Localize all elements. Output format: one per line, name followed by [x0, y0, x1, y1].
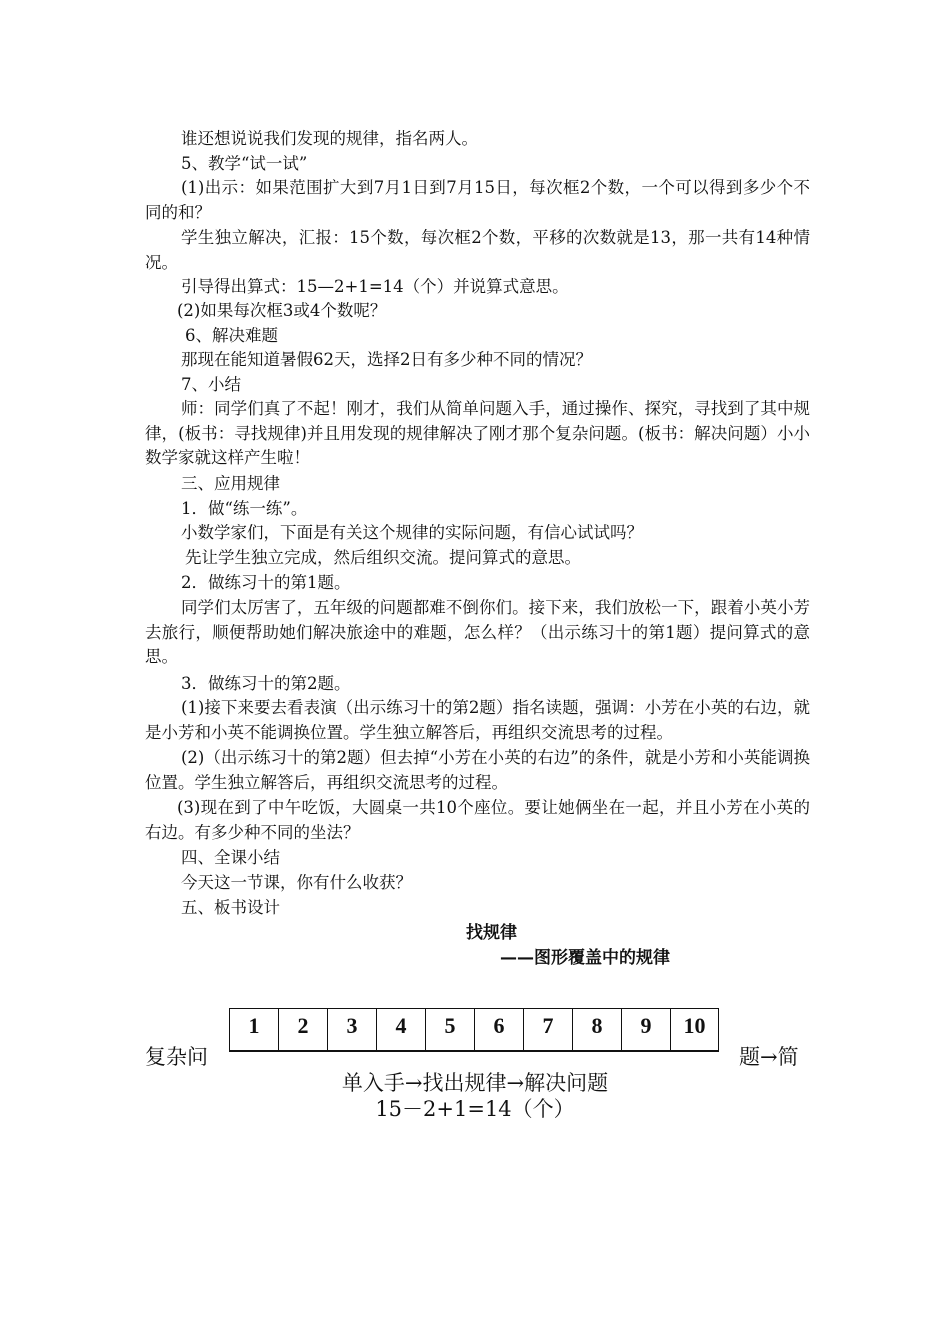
number-cell: 1: [229, 1009, 278, 1050]
section-heading: 五、板书设计: [181, 898, 280, 917]
paragraph: (2)（出示练习十的第2题）但去掉“小芳在小英的右边”的条件，就是小芳和小英能调换位置。学生独立解答后，再组织交流思考的过程。: [145, 748, 810, 792]
number-cell: 4: [376, 1009, 425, 1050]
paragraph: (1)接下来要去看表演（出示练习十的第2题）指名读题，强调：小芳在小英的右边，就是小芳和小英不能调换位置。学生独立解答后，再组织交流思考的过程。: [145, 698, 810, 742]
board-title: 找规律: [466, 923, 517, 943]
section-heading: 5、教学“试一试”: [181, 154, 308, 173]
section-heading: 1．做“练一练”。: [181, 499, 308, 518]
board-right-text: 题→简: [739, 1045, 799, 1069]
section-heading: 三、应用规律: [181, 474, 280, 493]
number-cell: 3: [327, 1009, 376, 1050]
board-subtitle: ——图形覆盖中的规律: [500, 948, 670, 968]
paragraph: 师：同学们真了不起！刚才，我们从简单问题入手，通过操作、探究，寻找到了其中规律，(板书：寻找规律)并且用发现的规律解决了刚才那个复杂问题。(板书：解决问题）小小数学家就这样产生啦！: [145, 399, 810, 467]
section-heading: 2．做练习十的第1题。: [181, 573, 351, 592]
paragraph: (2)如果每次框3或4个数呢？: [177, 301, 387, 320]
board-left-text: 复杂问: [145, 1045, 208, 1069]
paragraph: 先让学生独立完成，然后组织交流。提问算式的意思。: [185, 548, 581, 567]
section-heading: 3．做练习十的第2题。: [181, 674, 351, 693]
paragraph: 小数学家们，下面是有关这个规律的实际问题，有信心试试吗？: [181, 523, 643, 542]
paragraph: (1)出示：如果范围扩大到7月1日到7月15日，每次框2个数，一个可以得到多少个不同的和？: [145, 178, 810, 222]
board-formula: 15－2+1=14（个）: [375, 1097, 575, 1121]
paragraph: 学生独立解决，汇报：15个数，每次框2个数，平移的次数就是13，那一共有14种情况。: [145, 228, 810, 272]
number-cell: 5: [425, 1009, 474, 1050]
section-heading: 四、全课小结: [181, 848, 280, 867]
board-flow: 单入手→找出规律→解决问题: [341, 1071, 609, 1095]
section-heading: 6、解决难题: [185, 326, 278, 345]
section-heading: 7、小结: [181, 375, 241, 394]
paragraph: 今天这一节课，你有什么收获？: [181, 873, 412, 892]
paragraph: 那现在能知道暑假62天，选择2日有多少种不同的情况？: [181, 350, 592, 369]
number-cell: 8: [572, 1009, 621, 1050]
paragraph: (3)现在到了中午吃饭，大圆桌一共10个座位。要让她俩坐在一起，并且小芳在小英的右边。有多少种不同的坐法？: [145, 798, 810, 842]
number-cell: 9: [621, 1009, 670, 1050]
number-row: [229, 1008, 719, 1052]
number-cell: 10: [670, 1009, 719, 1050]
number-cell: 7: [523, 1009, 572, 1050]
paragraph: 谁还想说说我们发现的规律，指名两人。: [181, 129, 478, 148]
number-cell: 2: [278, 1009, 327, 1050]
paragraph: 同学们太厉害了，五年级的问题都难不倒你们。接下来，我们放松一下，跟着小英小芳去旅行，顺便帮助她们解决旅途中的难题，怎么样？（出示练习十的第1题）提问算式的意思。: [145, 598, 810, 666]
number-cell: 6: [474, 1009, 523, 1050]
paragraph: 引导得出算式：15—2+1=14（个）并说算式意思。: [181, 277, 569, 296]
